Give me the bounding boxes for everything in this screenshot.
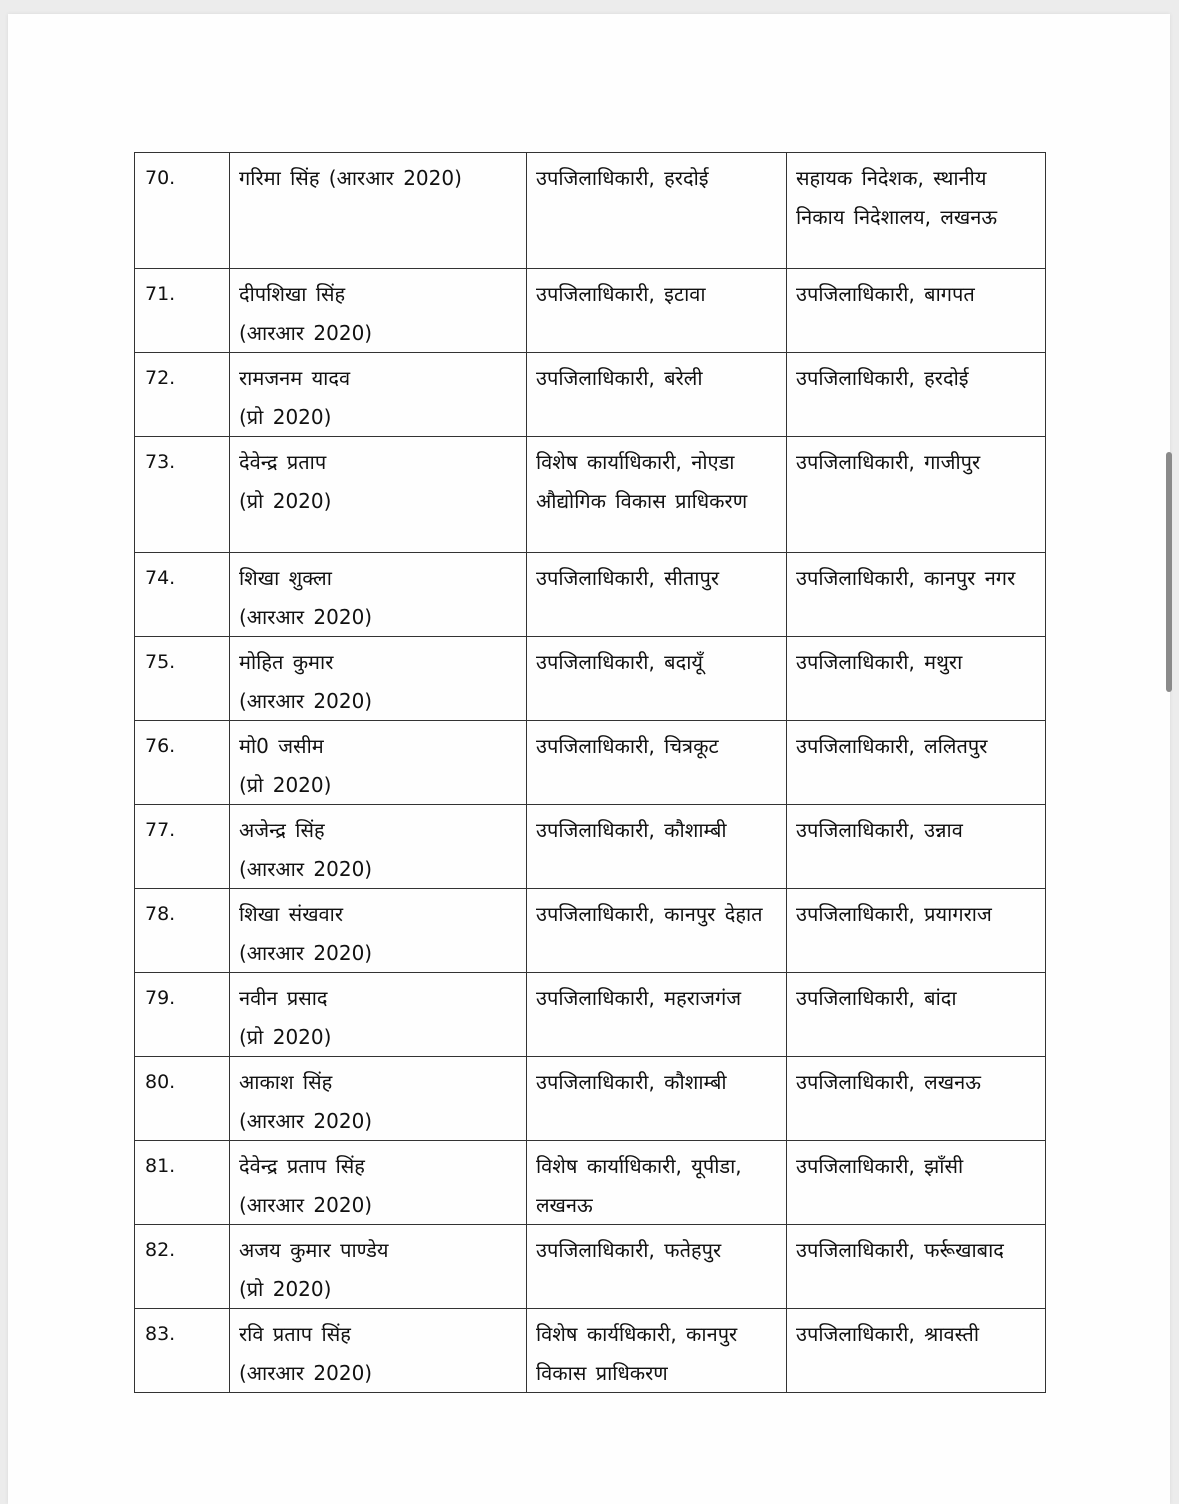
officer-name: आकाश सिंह <box>239 1070 333 1094</box>
officer-batch: (आरआर 2020) <box>239 1360 373 1385</box>
new-posting-cell: उपजिलाधिकारी, हरदोई <box>787 353 1046 437</box>
current-posting-cell: विशेष कार्यधिकारी, कानपुर विकास प्राधिकरण <box>527 1309 787 1393</box>
officer-cell <box>230 153 527 269</box>
table-row <box>135 1225 1046 1309</box>
officer-cell <box>230 805 527 889</box>
officer-batch: (आरआर 2020) <box>239 604 373 629</box>
transfer-table-body <box>135 153 1046 1393</box>
officer-batch: (प्रो 2020) <box>239 1276 332 1301</box>
current-posting-cell: उपजिलाधिकारी, बरेली <box>527 353 787 437</box>
current-posting-cell: उपजिलाधिकारी, हरदोई <box>527 153 787 269</box>
table-row <box>135 437 1046 553</box>
new-posting-cell: उपजिलाधिकारी, गाजीपुर <box>787 437 1046 553</box>
table-row <box>135 269 1046 353</box>
current-posting-cell: विशेष कार्याधिकारी, नोएडा औद्योगिक विकास प्राधिकरण <box>527 437 787 553</box>
officer-batch: (प्रो 2020) <box>239 772 332 797</box>
officer-cell <box>230 889 527 973</box>
officer-cell <box>230 721 527 805</box>
officer-batch: (प्रो 2020) <box>239 404 332 429</box>
new-posting-cell: उपजिलाधिकारी, उन्नाव <box>787 805 1046 889</box>
new-posting-cell: उपजिलाधिकारी, बागपत <box>787 269 1046 353</box>
current-posting-cell: उपजिलाधिकारी, चित्रकूट <box>527 721 787 805</box>
officer-batch: (प्रो 2020) <box>239 488 332 513</box>
current-posting-cell: विशेष कार्याधिकारी, यूपीडा, लखनऊ <box>527 1141 787 1225</box>
officer-cell <box>230 353 527 437</box>
new-posting-cell: उपजिलाधिकारी, श्रावस्ती <box>787 1309 1046 1393</box>
officer-cell <box>230 1057 527 1141</box>
officer-batch: (आरआर 2020) <box>239 856 373 881</box>
officer-batch: (आरआर 2020) <box>239 940 373 965</box>
serial-number-cell: 74. <box>135 553 230 637</box>
table-row <box>135 889 1046 973</box>
table-row <box>135 1309 1046 1393</box>
officer-name: मोहित कुमार <box>239 650 334 674</box>
officer-cell <box>230 973 527 1057</box>
current-posting-cell: उपजिलाधिकारी, कानपुर देहात <box>527 889 787 973</box>
table-row <box>135 1141 1046 1225</box>
officer-name: मो0 जसीम <box>239 734 324 758</box>
serial-number-cell: 80. <box>135 1057 230 1141</box>
vertical-scrollbar[interactable] <box>1166 452 1172 692</box>
current-posting-cell: उपजिलाधिकारी, कौशाम्बी <box>527 805 787 889</box>
officer-cell <box>230 437 527 553</box>
officer-name: देवेन्द्र प्रताप <box>239 450 327 474</box>
current-posting-cell: उपजिलाधिकारी, सीतापुर <box>527 553 787 637</box>
officer-name: रवि प्रताप सिंह <box>239 1322 351 1346</box>
officer-cell <box>230 269 527 353</box>
officer-batch: (आरआर 2020) <box>239 320 373 345</box>
serial-number-cell: 73. <box>135 437 230 553</box>
table-row <box>135 353 1046 437</box>
new-posting-cell: उपजिलाधिकारी, फर्रूखाबाद <box>787 1225 1046 1309</box>
officer-name: दीपशिखा सिंह <box>239 282 346 306</box>
table-row <box>135 805 1046 889</box>
serial-number-cell: 72. <box>135 353 230 437</box>
table-row <box>135 153 1046 269</box>
officer-name: गरिमा सिंह (आरआर 2020) <box>239 166 462 190</box>
officer-batch: (आरआर 2020) <box>239 1108 373 1133</box>
serial-number-cell: 70. <box>135 153 230 269</box>
current-posting-cell: उपजिलाधिकारी, बदायूँ <box>527 637 787 721</box>
serial-number-cell: 82. <box>135 1225 230 1309</box>
table-row <box>135 553 1046 637</box>
officer-name: शिखा संखवार <box>239 902 344 926</box>
officer-name: देवेन्द्र प्रताप सिंह <box>239 1154 365 1178</box>
transfer-table <box>134 152 1046 1393</box>
officer-batch: (आरआर 2020) <box>239 1192 373 1217</box>
new-posting-cell: उपजिलाधिकारी, कानपुर नगर <box>787 553 1046 637</box>
serial-number-cell: 75. <box>135 637 230 721</box>
new-posting-cell: उपजिलाधिकारी, ललितपुर <box>787 721 1046 805</box>
serial-number-cell: 78. <box>135 889 230 973</box>
officer-name: रामजनम यादव <box>239 366 351 390</box>
new-posting-cell: उपजिलाधिकारी, प्रयागराज <box>787 889 1046 973</box>
officer-cell <box>230 1225 527 1309</box>
table-row <box>135 721 1046 805</box>
document-page <box>8 14 1170 1504</box>
officer-cell <box>230 1309 527 1393</box>
table-row <box>135 637 1046 721</box>
serial-number-cell: 77. <box>135 805 230 889</box>
officer-name: अजेन्द्र सिंह <box>239 818 325 842</box>
current-posting-cell: उपजिलाधिकारी, महराजगंज <box>527 973 787 1057</box>
officer-batch: (प्रो 2020) <box>239 1024 332 1049</box>
serial-number-cell: 71. <box>135 269 230 353</box>
serial-number-cell: 83. <box>135 1309 230 1393</box>
new-posting-cell: उपजिलाधिकारी, लखनऊ <box>787 1057 1046 1141</box>
new-posting-cell: उपजिलाधिकारी, झाँसी <box>787 1141 1046 1225</box>
table-row <box>135 973 1046 1057</box>
officer-cell <box>230 553 527 637</box>
serial-number-cell: 76. <box>135 721 230 805</box>
officer-batch: (आरआर 2020) <box>239 688 373 713</box>
current-posting-cell: उपजिलाधिकारी, इटावा <box>527 269 787 353</box>
officer-cell <box>230 1141 527 1225</box>
officer-name: नवीन प्रसाद <box>239 986 328 1010</box>
current-posting-cell: उपजिलाधिकारी, कौशाम्बी <box>527 1057 787 1141</box>
current-posting-cell: उपजिलाधिकारी, फतेहपुर <box>527 1225 787 1309</box>
officer-cell <box>230 637 527 721</box>
serial-number-cell: 79. <box>135 973 230 1057</box>
officer-name: अजय कुमार पाण्डेय <box>239 1238 389 1262</box>
serial-number-cell: 81. <box>135 1141 230 1225</box>
new-posting-cell: उपजिलाधिकारी, बांदा <box>787 973 1046 1057</box>
new-posting-cell: उपजिलाधिकारी, मथुरा <box>787 637 1046 721</box>
new-posting-cell: सहायक निदेशक, स्थानीय निकाय निदेशालय, लखनऊ <box>787 153 1046 269</box>
officer-name: शिखा शुक्ला <box>239 566 332 590</box>
table-row <box>135 1057 1046 1141</box>
